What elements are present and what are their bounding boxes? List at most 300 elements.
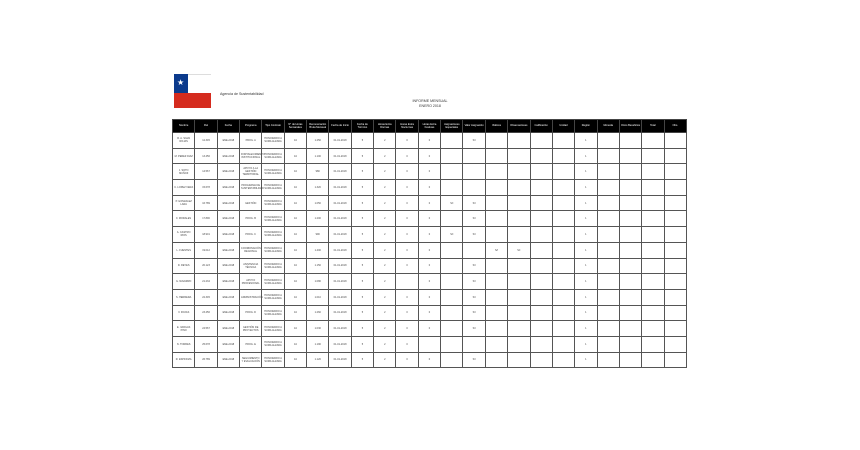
table-cell bbox=[619, 321, 641, 337]
table-cell bbox=[552, 336, 574, 352]
table-cell: 01-01-2018 bbox=[329, 180, 351, 196]
table-cell: 0 bbox=[418, 133, 440, 149]
document-title-block bbox=[0, 99, 860, 109]
table-cell: 2 bbox=[374, 352, 396, 368]
table-row bbox=[173, 305, 687, 321]
column-header: Región bbox=[575, 120, 597, 133]
table-cell: 1.320 bbox=[307, 180, 329, 196]
table-cell: 20.123 bbox=[195, 258, 217, 274]
table-cell: 0 bbox=[396, 148, 418, 164]
table-cell: M. PEREZ DIAZ bbox=[173, 148, 195, 164]
table-row bbox=[173, 133, 687, 149]
table-cell: 5 bbox=[351, 164, 373, 180]
table-cell: HONORARIO A SUMA ALZADA bbox=[262, 242, 284, 258]
table-cell bbox=[619, 164, 641, 180]
table-cell bbox=[664, 258, 686, 274]
table-cell bbox=[642, 242, 664, 258]
table-cell: 0 bbox=[418, 148, 440, 164]
table-cell: 01-01-2018 bbox=[329, 227, 351, 243]
table-cell: HONORARIO A SUMA ALZADA bbox=[262, 336, 284, 352]
table-cell: 24.567 bbox=[195, 321, 217, 337]
table-cell: R. A. SILVA ROJAS bbox=[173, 133, 195, 149]
table-row bbox=[173, 195, 687, 211]
table-cell: D. REYES bbox=[173, 258, 195, 274]
column-header: Asignaciones Especiales bbox=[441, 120, 463, 133]
table-cell: J. SOTO MUÑOZ bbox=[173, 164, 195, 180]
table-cell: APOYO A LA GESTIÓN TERRITORIAL bbox=[240, 164, 262, 180]
table-cell: 01-01-2018 bbox=[329, 336, 351, 352]
table-cell bbox=[441, 211, 463, 227]
table-cell: FORTALECIMIENTO INSTITUCIONAL bbox=[240, 148, 262, 164]
column-header: Otros Beneficios bbox=[619, 120, 641, 133]
table-cell bbox=[508, 180, 530, 196]
table-cell bbox=[642, 289, 664, 305]
table-cell bbox=[642, 305, 664, 321]
table-cell: 44 bbox=[284, 274, 306, 290]
table-cell: 1 bbox=[575, 321, 597, 337]
table-cell: 44 bbox=[284, 133, 306, 149]
table-cell bbox=[597, 148, 619, 164]
table-cell bbox=[508, 274, 530, 290]
column-header: Horas Extra Festivas bbox=[418, 120, 440, 133]
column-header: Tipo Contrato bbox=[262, 120, 284, 133]
table-cell bbox=[642, 258, 664, 274]
table-cell bbox=[441, 164, 463, 180]
table-cell: HONORARIO A SUMA ALZADA bbox=[262, 321, 284, 337]
table-cell bbox=[552, 148, 574, 164]
table-cell: APOYO PROFESIONAL bbox=[240, 274, 262, 290]
table-cell: 5 bbox=[351, 289, 373, 305]
table-cell: 0 bbox=[418, 321, 440, 337]
table-cell: 990 bbox=[307, 227, 329, 243]
table-cell: PROG. D bbox=[240, 305, 262, 321]
table-cell bbox=[619, 133, 641, 149]
table-row bbox=[173, 289, 687, 305]
table-cell: PROG. A bbox=[240, 133, 262, 149]
table-cell: 01-01-2018 bbox=[329, 258, 351, 274]
table-cell: R. ESPINOZA bbox=[173, 352, 195, 368]
table-cell: 44 bbox=[284, 305, 306, 321]
table-cell: 01-01-2018 bbox=[329, 321, 351, 337]
table-cell: G. NAVARRO bbox=[173, 274, 195, 290]
table-cell bbox=[552, 195, 574, 211]
table-cell: S/I bbox=[463, 352, 485, 368]
table-cell: 1 bbox=[575, 227, 597, 243]
table-cell: ENE-2018 bbox=[217, 305, 239, 321]
table-cell bbox=[418, 336, 440, 352]
table-cell: ENE-2018 bbox=[217, 352, 239, 368]
table-cell: 2 bbox=[374, 321, 396, 337]
table-cell: 5 bbox=[351, 336, 373, 352]
table-cell bbox=[530, 133, 552, 149]
table-cell bbox=[508, 305, 530, 321]
table-cell bbox=[664, 242, 686, 258]
table-cell: 01-01-2018 bbox=[329, 195, 351, 211]
table-cell: S/I bbox=[463, 133, 485, 149]
table-cell: 44 bbox=[284, 148, 306, 164]
table-cell bbox=[597, 195, 619, 211]
table-cell bbox=[485, 289, 507, 305]
table-cell bbox=[441, 148, 463, 164]
table-cell bbox=[441, 180, 463, 196]
table-cell: HONORARIO A SUMA ALZADA bbox=[262, 289, 284, 305]
table-cell bbox=[485, 352, 507, 368]
table-cell bbox=[597, 211, 619, 227]
table-cell: 0 bbox=[418, 258, 440, 274]
table-cell: 0 bbox=[396, 133, 418, 149]
table-cell: HONORARIO A SUMA ALZADA bbox=[262, 227, 284, 243]
table-row bbox=[173, 321, 687, 337]
column-header: Rut bbox=[195, 120, 217, 133]
table-cell: ENE-2018 bbox=[217, 336, 239, 352]
column-header: Programa bbox=[240, 120, 262, 133]
table-cell: 0 bbox=[396, 195, 418, 211]
table-cell: 1.190 bbox=[307, 336, 329, 352]
table-row bbox=[173, 211, 687, 227]
table-cell bbox=[597, 336, 619, 352]
table-cell bbox=[664, 305, 686, 321]
table-cell: 13.456 bbox=[195, 148, 217, 164]
table-cell bbox=[619, 274, 641, 290]
table-cell bbox=[642, 180, 664, 196]
table-cell: HONORARIO A SUMA ALZADA bbox=[262, 305, 284, 321]
table-cell: 44 bbox=[284, 195, 306, 211]
table-cell: 0 bbox=[418, 195, 440, 211]
table-cell: 0 bbox=[396, 180, 418, 196]
table-cell bbox=[508, 258, 530, 274]
table-cell: 2 bbox=[374, 289, 396, 305]
table-cell: 0 bbox=[396, 258, 418, 274]
table-cell: 1 bbox=[575, 289, 597, 305]
table-cell bbox=[530, 242, 552, 258]
column-header: Moneda bbox=[597, 120, 619, 133]
table-cell: C. LOPEZ VERA bbox=[173, 180, 195, 196]
table-cell: 0 bbox=[396, 305, 418, 321]
table-cell bbox=[619, 289, 641, 305]
table-cell bbox=[597, 305, 619, 321]
table-body bbox=[173, 133, 687, 368]
table-cell: P. GONZALEZ LARA bbox=[173, 195, 195, 211]
table-cell: ENE-2018 bbox=[217, 242, 239, 258]
table-cell: 1 bbox=[575, 211, 597, 227]
table-cell bbox=[597, 352, 619, 368]
table-cell bbox=[441, 305, 463, 321]
table-cell: 0 bbox=[418, 164, 440, 180]
table-cell: 1 bbox=[575, 274, 597, 290]
table-cell: ENE-2018 bbox=[217, 321, 239, 337]
table-cell bbox=[441, 289, 463, 305]
table-cell bbox=[530, 336, 552, 352]
table-cell: ENE-2018 bbox=[217, 133, 239, 149]
table-cell bbox=[642, 195, 664, 211]
table-cell bbox=[485, 336, 507, 352]
table-cell: HONORARIO A SUMA ALZADA bbox=[262, 274, 284, 290]
table-cell bbox=[530, 211, 552, 227]
table-cell bbox=[441, 336, 463, 352]
table-cell bbox=[597, 258, 619, 274]
table-cell: 0 bbox=[396, 321, 418, 337]
table-cell bbox=[508, 211, 530, 227]
table-cell: 1.260 bbox=[307, 305, 329, 321]
table-cell: 0 bbox=[396, 352, 418, 368]
table-row bbox=[173, 352, 687, 368]
table-cell: 17.890 bbox=[195, 211, 217, 227]
table-row bbox=[173, 164, 687, 180]
table-row bbox=[173, 336, 687, 352]
table-row bbox=[173, 258, 687, 274]
table-cell: 23.456 bbox=[195, 305, 217, 321]
table-cell bbox=[485, 211, 507, 227]
table-cell bbox=[530, 164, 552, 180]
table-cell bbox=[552, 133, 574, 149]
table-cell: S/I bbox=[463, 258, 485, 274]
column-header: Viáticos bbox=[485, 120, 507, 133]
table-cell: S/I bbox=[463, 321, 485, 337]
table-cell bbox=[664, 336, 686, 352]
table-cell: S/I bbox=[463, 289, 485, 305]
table-cell bbox=[530, 180, 552, 196]
table-cell: 1.250 bbox=[307, 133, 329, 149]
table-cell: GESTIÓN bbox=[240, 195, 262, 211]
table-cell bbox=[441, 133, 463, 149]
table-cell bbox=[619, 242, 641, 258]
table-cell: 2 bbox=[374, 305, 396, 321]
table-cell: 0 bbox=[396, 164, 418, 180]
table-cell: 01-01-2018 bbox=[329, 133, 351, 149]
table-header-row bbox=[173, 120, 687, 133]
table-cell bbox=[463, 148, 485, 164]
table-cell: 0 bbox=[396, 211, 418, 227]
table-cell: HONORARIO A SUMA ALZADA bbox=[262, 195, 284, 211]
table-cell bbox=[642, 336, 664, 352]
table-cell bbox=[642, 133, 664, 149]
table-cell: 01-01-2018 bbox=[329, 305, 351, 321]
table-cell: HONORARIO A SUMA ALZADA bbox=[262, 352, 284, 368]
table-cell bbox=[552, 289, 574, 305]
table-cell: 1.150 bbox=[307, 258, 329, 274]
table-cell: 44 bbox=[284, 227, 306, 243]
table-cell: 1 bbox=[575, 164, 597, 180]
table-cell: 01-01-2018 bbox=[329, 164, 351, 180]
column-header: Fecha de Inicio bbox=[329, 120, 351, 133]
table-cell: 44 bbox=[284, 336, 306, 352]
table-cell bbox=[642, 321, 664, 337]
table-cell: 2 bbox=[374, 133, 396, 149]
table-cell bbox=[597, 321, 619, 337]
table-cell bbox=[642, 211, 664, 227]
table-cell bbox=[552, 242, 574, 258]
table-cell: 19.012 bbox=[195, 242, 217, 258]
table-cell: ENE-2018 bbox=[217, 148, 239, 164]
table-cell bbox=[597, 180, 619, 196]
table-cell: 2 bbox=[374, 195, 396, 211]
document-title: INFORME MENSUAL bbox=[412, 99, 448, 103]
table-cell bbox=[664, 211, 686, 227]
table-cell: 2 bbox=[374, 164, 396, 180]
table-cell: 2 bbox=[374, 274, 396, 290]
table-cell: ENE-2018 bbox=[217, 274, 239, 290]
table-row bbox=[173, 227, 687, 243]
table-cell bbox=[485, 305, 507, 321]
table-cell: 44 bbox=[284, 321, 306, 337]
organization-name: Agencia de Sustentabilidad bbox=[220, 92, 264, 96]
table-cell: ENE-2018 bbox=[217, 164, 239, 180]
table-cell: ENE-2018 bbox=[217, 211, 239, 227]
table-cell: 5 bbox=[351, 133, 373, 149]
table-cell: 2 bbox=[374, 242, 396, 258]
table-cell bbox=[552, 164, 574, 180]
table-cell: S/I bbox=[441, 195, 463, 211]
table-cell: 0 bbox=[396, 289, 418, 305]
table-cell: 0 bbox=[418, 180, 440, 196]
table-cell bbox=[552, 211, 574, 227]
table-cell bbox=[463, 336, 485, 352]
table-cell: 21.234 bbox=[195, 274, 217, 290]
table-cell: 0 bbox=[418, 289, 440, 305]
table-cell: 1 bbox=[575, 305, 597, 321]
table-cell: 18.901 bbox=[195, 227, 217, 243]
table-cell: 1.400 bbox=[307, 242, 329, 258]
table-cell: 1.010 bbox=[307, 289, 329, 305]
table-cell: 2 bbox=[374, 336, 396, 352]
table-cell bbox=[642, 352, 664, 368]
table-cell: 14.567 bbox=[195, 164, 217, 180]
table-cell: 1.080 bbox=[307, 274, 329, 290]
table-cell: 01-01-2018 bbox=[329, 289, 351, 305]
table-cell bbox=[485, 195, 507, 211]
table-cell bbox=[664, 352, 686, 368]
table-cell: 980 bbox=[307, 164, 329, 180]
table-cell bbox=[619, 227, 641, 243]
table-cell: 5 bbox=[351, 180, 373, 196]
column-header: Total bbox=[642, 120, 664, 133]
table-cell: SEGUIMIENTO Y EVALUACIÓN bbox=[240, 352, 262, 368]
table-cell: ENE-2018 bbox=[217, 180, 239, 196]
table-cell bbox=[619, 180, 641, 196]
table-cell bbox=[552, 321, 574, 337]
table-cell bbox=[508, 195, 530, 211]
table-cell: 5 bbox=[351, 227, 373, 243]
table-cell bbox=[530, 258, 552, 274]
table-cell bbox=[530, 148, 552, 164]
table-cell: 1.030 bbox=[307, 321, 329, 337]
column-header: Fecha bbox=[217, 120, 239, 133]
table-cell: S/I bbox=[463, 274, 485, 290]
table-cell bbox=[619, 211, 641, 227]
column-header: Unidad bbox=[552, 120, 574, 133]
table-cell: S/I bbox=[485, 242, 507, 258]
table-cell: 1 bbox=[575, 352, 597, 368]
table-cell bbox=[664, 164, 686, 180]
table-cell bbox=[485, 180, 507, 196]
table-cell: F. MORALES bbox=[173, 211, 195, 227]
table-cell bbox=[508, 352, 530, 368]
table-cell bbox=[552, 227, 574, 243]
table-cell bbox=[664, 133, 686, 149]
table-cell: 25.678 bbox=[195, 336, 217, 352]
table-cell bbox=[552, 180, 574, 196]
table-cell bbox=[530, 289, 552, 305]
table-cell: HONORARIO A SUMA ALZADA bbox=[262, 211, 284, 227]
table-cell: V. ROJAS bbox=[173, 305, 195, 321]
table-cell bbox=[530, 352, 552, 368]
table-cell: 5 bbox=[351, 195, 373, 211]
table-cell: 0 bbox=[418, 211, 440, 227]
table-cell: 2 bbox=[374, 180, 396, 196]
table-cell bbox=[508, 148, 530, 164]
table-cell bbox=[530, 227, 552, 243]
table-cell: 01-01-2018 bbox=[329, 148, 351, 164]
table-cell bbox=[396, 274, 418, 290]
table-cell bbox=[597, 164, 619, 180]
table-cell: 2 bbox=[374, 258, 396, 274]
table-cell bbox=[552, 352, 574, 368]
table-cell: ENE-2018 bbox=[217, 227, 239, 243]
table-cell bbox=[441, 258, 463, 274]
table-cell bbox=[485, 274, 507, 290]
table-cell bbox=[441, 352, 463, 368]
table-cell bbox=[463, 180, 485, 196]
table-cell bbox=[508, 227, 530, 243]
star-icon bbox=[174, 74, 188, 93]
table-cell bbox=[597, 133, 619, 149]
table-cell bbox=[508, 289, 530, 305]
table-row bbox=[173, 242, 687, 258]
table-cell bbox=[485, 133, 507, 149]
table-cell: 2 bbox=[374, 227, 396, 243]
table-cell: 2 bbox=[374, 211, 396, 227]
table-cell bbox=[441, 274, 463, 290]
table-cell: PROG. B bbox=[240, 211, 262, 227]
table-cell: PROGRAMA DE SUSTENTABILIDAD bbox=[240, 180, 262, 196]
table-cell: E. VARGAS PINO bbox=[173, 321, 195, 337]
column-header: Observaciones bbox=[508, 120, 530, 133]
table-cell: N. TORRES bbox=[173, 336, 195, 352]
table-cell bbox=[642, 148, 664, 164]
table-cell: S/I bbox=[441, 227, 463, 243]
table-cell bbox=[664, 195, 686, 211]
table-cell: 01-01-2018 bbox=[329, 352, 351, 368]
table-cell bbox=[664, 148, 686, 164]
table-cell: 1 bbox=[575, 258, 597, 274]
table-cell: COORDINACIÓN REGIONAL bbox=[240, 242, 262, 258]
table-cell: 5 bbox=[351, 258, 373, 274]
table-row bbox=[173, 180, 687, 196]
table-cell: ENE-2018 bbox=[217, 289, 239, 305]
table-cell: 0 bbox=[418, 227, 440, 243]
column-header: Calificación bbox=[530, 120, 552, 133]
table-cell bbox=[664, 227, 686, 243]
table-cell: S/I bbox=[463, 211, 485, 227]
table-cell: ENE-2018 bbox=[217, 195, 239, 211]
table-cell: PROG. E bbox=[240, 336, 262, 352]
table-cell: 15.678 bbox=[195, 180, 217, 196]
table-cell bbox=[619, 305, 641, 321]
table-cell bbox=[619, 148, 641, 164]
table-cell: S/I bbox=[463, 227, 485, 243]
table-row bbox=[173, 274, 687, 290]
table-cell: 5 bbox=[351, 274, 373, 290]
table-row bbox=[173, 148, 687, 164]
table-cell: HONORARIO A SUMA ALZADA bbox=[262, 148, 284, 164]
table-cell: A. CASTRO RIOS bbox=[173, 227, 195, 243]
table-cell bbox=[619, 258, 641, 274]
table-cell bbox=[530, 274, 552, 290]
table-cell: 0 bbox=[396, 242, 418, 258]
table-cell: GESTIÓN DE PROYECTOS bbox=[240, 321, 262, 337]
table-cell bbox=[552, 258, 574, 274]
table-cell: 44 bbox=[284, 352, 306, 368]
